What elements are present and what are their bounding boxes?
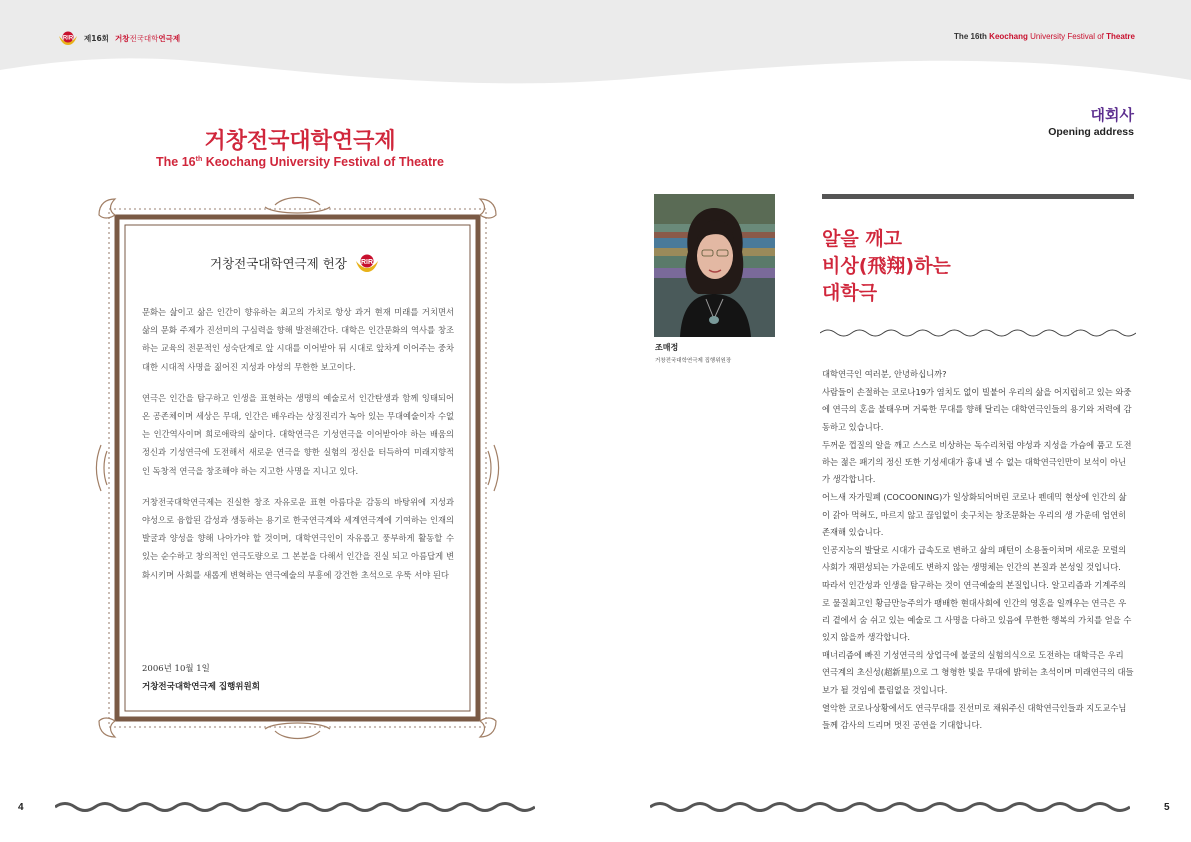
header-right-middle: University Festival of: [1027, 32, 1107, 41]
person-portrait-image: [654, 194, 775, 337]
charter-paragraph: 문화는 삶이고 삶은 인간이 향유하는 최고의 가치로 항상 과거 현재 미래를 거치면서 삶의 문화 주제가 진선미의 구심력을 향해 발전해간다. 대학은 인간문화의 역사를 창조하는 교육의 전문적인 성숙단계로 앞 시대를 이어받아 뒤 시대로 앞차게 이어주는 중차대한 시대적 사명을 짊어진 지성과 야성의 무한한 보고이다.: [142, 307, 454, 372]
page-title-korean: 거창전국대학연극제: [204, 129, 396, 154]
section-title-korean: 대회사: [1090, 106, 1134, 124]
svg-text:RIR: RIR: [62, 35, 74, 42]
charter-paragraph: 거창전국대학연극제는 진실한 창조 자유로운 표현 아름다운 감동의 바탕위에 지성과 야성으로 융합된 감성과 생동하는 용기로 한국연극계와 세계연극계에 기여하는 인재의 발굴과 양성을 향해 나아가야 할 것이며, 대학연극인이 자유롭고 풍부하게 활동할 수 있는 순수하고 창의적인 연극도량으로 그 본분을 다해서 인간을 진실 되고 아름답게 변화시키며 사회를 새롭게 변혁하는 연극예술의 부흥에 강건한 초석으로 우뚝 서야 된다: [142, 496, 454, 580]
wavy-divider: [820, 326, 1136, 340]
title-en-sup: th: [195, 155, 203, 163]
charter-title-text: 거창전국대학연극제 헌장: [210, 256, 347, 271]
header-right-festival: [954, 32, 1135, 41]
address-paragraph: 열악한 코로나상황에서도 연극무대를 진선미로 채워주신 대학연극인들과 지도교수님들께 감사의 드리며 멋진 공연을 기대합니다.: [822, 702, 1127, 731]
headline-top-bar: [822, 194, 1134, 199]
opening-address-body: [822, 366, 1134, 735]
header-festival-name-c: 연극제: [158, 33, 181, 43]
header-right-keochang: Keochang: [989, 32, 1028, 41]
person-name: 조매정: [655, 343, 679, 352]
headline: [822, 226, 951, 307]
charter-paragraph: 연극은 인간을 탐구하고 인생을 표현하는 생명의 예술로서 인간탄생과 함께 잉태되어 온 공존체이며 세상은 무대, 인간은 배우라는 상징진리가 녹아 있는 무대예술이자 수없는 인간역사이며 희로애락의 삶이다. 대학연극은 기성연극을 이어받아야 하는 배움의 정신과 기성연극에 도전해서 새로운 연극을 향한 실험의 정신을 터득하여 미래지향적인 독창적 연극을 창조해야 하는 지고한 사명을 지니고 있다.: [142, 392, 454, 476]
charter-body: [142, 303, 454, 597]
header-festival-name-b: 전국대학: [129, 33, 159, 43]
headline-line: 대학극: [822, 282, 878, 304]
page-number-left: 4: [18, 802, 24, 813]
page-title-english: [130, 155, 470, 169]
address-paragraph: 매너리즘에 빠진 기성연극의 상업극에 불굴의 실험의식으로 도전하는 대학극은 우리 연극계의 초신성(超新星)으로 그 형형한 빛을 무대에 밝히는 초석이며 미래연극의 대들보가 될 것임에 틀림없을 것입니다.: [822, 650, 1134, 695]
headline-line: 알을 깨고: [822, 228, 903, 250]
address-paragraph: 사람들이 손절하는 코로나19가 염치도 없이 빌붙어 우리의 삶을 어지럽히고 있는 와중에 연극의 혼을 불태우며 거룩한 무대를 향해 달리는 대학연극인들의 용기와 저력에 감동하고 있습니다.: [822, 387, 1132, 432]
address-paragraph: 인공지능의 발달로 시대가 급속도로 변하고 삶의 패턴이 소용돌이쳐며 새로운 모럴의 사회가 재편성되는 가운데도 변하지 않는 생명체는 인간의 본질과 본성일 것입니다.: [822, 545, 1127, 573]
svg-text:RIR: RIR: [360, 259, 373, 266]
charter-date: 2006년 10월 1일: [142, 664, 210, 674]
charter-title: [210, 253, 410, 273]
header-right-prefix: The 16th: [954, 32, 990, 41]
title-en-post: Keochang University Festival of Theatre: [202, 155, 444, 169]
address-paragraph: 두꺼운 껍질의 알을 깨고 스스로 비상하는 독수리처럼 야성과 지성을 가슴에 품고 도전하는 젊은 패기의 정신 또한 기성세대가 흉내 낼 수 없는 대학연극인만이 보석이 아닌가 생각합니다.: [822, 439, 1132, 485]
charter-organization: 거창전국대학연극제 집행위원회: [142, 682, 260, 692]
headline-line: 비상(飛翔)하는: [822, 255, 951, 277]
section-title-english: Opening address: [1048, 126, 1134, 138]
title-en-pre: The 16: [156, 155, 196, 169]
address-paragraph: 어느새 자가밀폐 (COCOONING)가 일상화되어버린 코로나 펜데믹 현상에 인간의 삶이 갉아 먹혀도, 마르지 않고 끊임없이 솟구치는 창조문화는 우리의 생 가운데 엄연히 존재해 있습니다.: [822, 492, 1127, 537]
footer-wave-left: [55, 800, 535, 814]
address-paragraph: 따라서 인간성과 인생을 탐구하는 것이 연극예술의 본질입니다. 알고리즘과 기계주의로 물질최고인 황금만능주의가 팽배한 현대사회에 인간의 영혼을 일깨우는 연극은 우리 곁에서 숨 쉬고 있는 예술로 그 사명을 다하고 있음에 무한한 행복의 가치를 얻을 수 있지 않을까 생각합니다.: [822, 580, 1132, 643]
page-number-right: 5: [1164, 802, 1170, 813]
header-edition: 제16회: [84, 33, 109, 43]
header-wave-background: [0, 0, 1191, 110]
address-paragraph: 대학연극인 여러분, 안녕하십니까?: [822, 369, 947, 379]
footer-wave-right: [650, 800, 1130, 814]
person-role: 거창전국대학연극제 집행위원장: [655, 358, 732, 364]
festival-logo-icon: [58, 30, 78, 46]
header-right-theatre: Theatre: [1106, 32, 1135, 41]
header-festival-name-a: 거창: [114, 33, 130, 43]
festival-emblem-icon: [355, 253, 379, 273]
header-left-festival: [58, 30, 180, 46]
